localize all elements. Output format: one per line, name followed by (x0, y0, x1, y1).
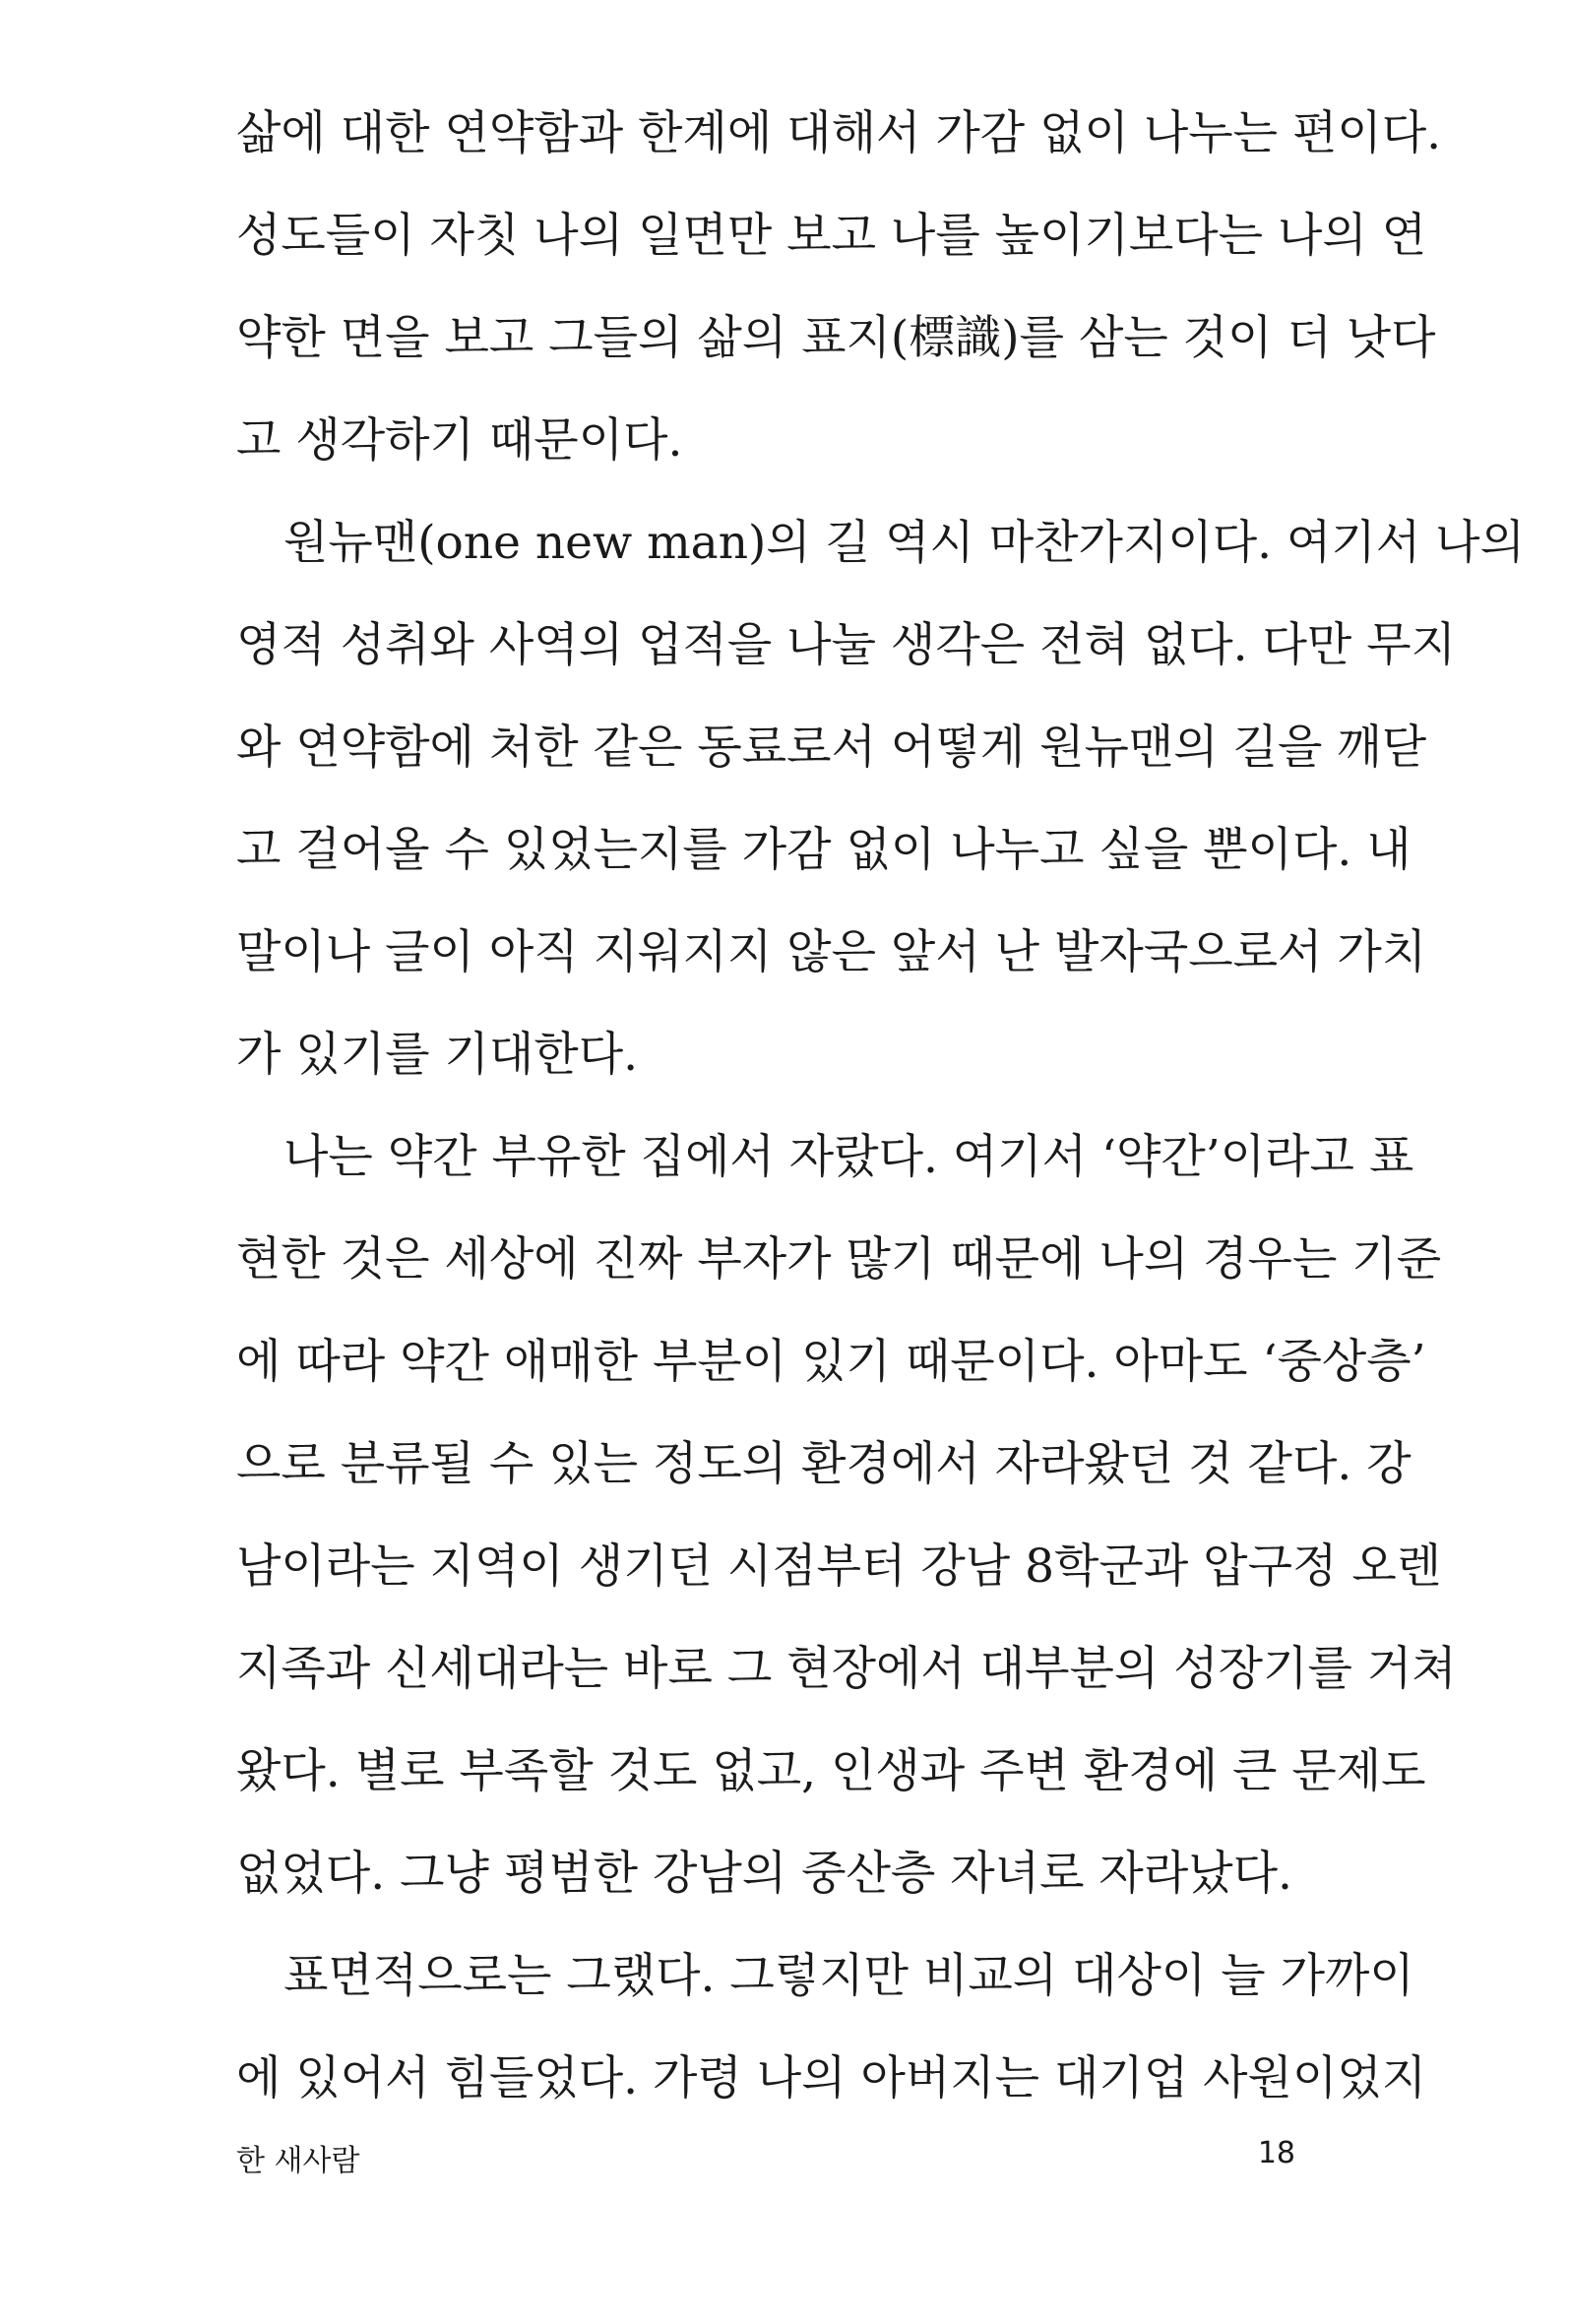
text-line: 왔다. 별로 부족할 것도 없고, 인생과 주변 환경에 큰 문제도 (236, 1744, 1426, 1798)
text-line: 약한 면을 보고 그들의 삶의 표지(標識)를 삼는 것이 더 낫다 (236, 311, 1436, 365)
text-line: 가 있기를 기대한다. (236, 1028, 639, 1082)
text-line: 와 연약함에 처한 같은 동료로서 어떻게 원뉴맨의 길을 깨닫 (236, 721, 1427, 775)
text-line: 영적 성취와 사역의 업적을 나눌 생각은 전혀 없다. 다만 무지 (236, 618, 1457, 672)
paragraph-3 (236, 1106, 1457, 1925)
text-line: 삶에 대한 연약함과 한계에 대해서 가감 없이 나누는 편이다. (236, 106, 1442, 160)
text-line: 말이나 글이 아직 지워지지 않은 앞서 난 발자국으로서 가치 (236, 925, 1427, 979)
text-line: 나는 약간 부유한 집에서 자랐다. 여기서 ‘약간’이라고 표 (283, 1130, 1414, 1184)
text-line: 남이라는 지역이 생기던 시점부터 강남 8학군과 압구정 오렌 (236, 1539, 1442, 1594)
text-line: 고 생각하기 때문이다. (236, 413, 683, 468)
text-line: 성도들이 자칫 나의 일면만 보고 나를 높이기보다는 나의 연 (236, 209, 1427, 263)
text-line: 없었다. 그냥 평범한 강남의 중산층 자녀로 자라났다. (236, 1847, 1292, 1901)
text-line: 현한 것은 세상에 진짜 부자가 많기 때문에 나의 경우는 기준 (236, 1232, 1442, 1287)
text-line: 에 있어서 힘들었다. 가령 나의 아버지는 대기업 사원이었지 (236, 2051, 1427, 2105)
paragraph-4 (236, 1925, 1427, 2130)
text-line: 표면적으로는 그랬다. 그렇지만 비교의 대상이 늘 가까이 (283, 1949, 1414, 2003)
page-number: 18 (1257, 2136, 1295, 2170)
paragraph-2 (236, 492, 1525, 1106)
text-line: 원뉴맨(one new man)의 길 역시 마찬가지이다. 여기서 나의 (283, 516, 1525, 570)
text-line: 지족과 신세대라는 바로 그 현장에서 대부분의 성장기를 거쳐 (236, 1642, 1457, 1696)
text-line: 고 걸어올 수 있었는지를 가감 없이 나누고 싶을 뿐이다. 내 (236, 823, 1412, 877)
text-line: 으로 분류될 수 있는 정도의 환경에서 자라왔던 것 같다. 강 (236, 1437, 1412, 1491)
book-title: 한 새사람 (236, 2144, 360, 2178)
text-line: 에 따라 약간 애매한 부분이 있기 때문이다. 아마도 ‘중상층’ (236, 1335, 1426, 1389)
paragraph-1 (236, 83, 1442, 492)
